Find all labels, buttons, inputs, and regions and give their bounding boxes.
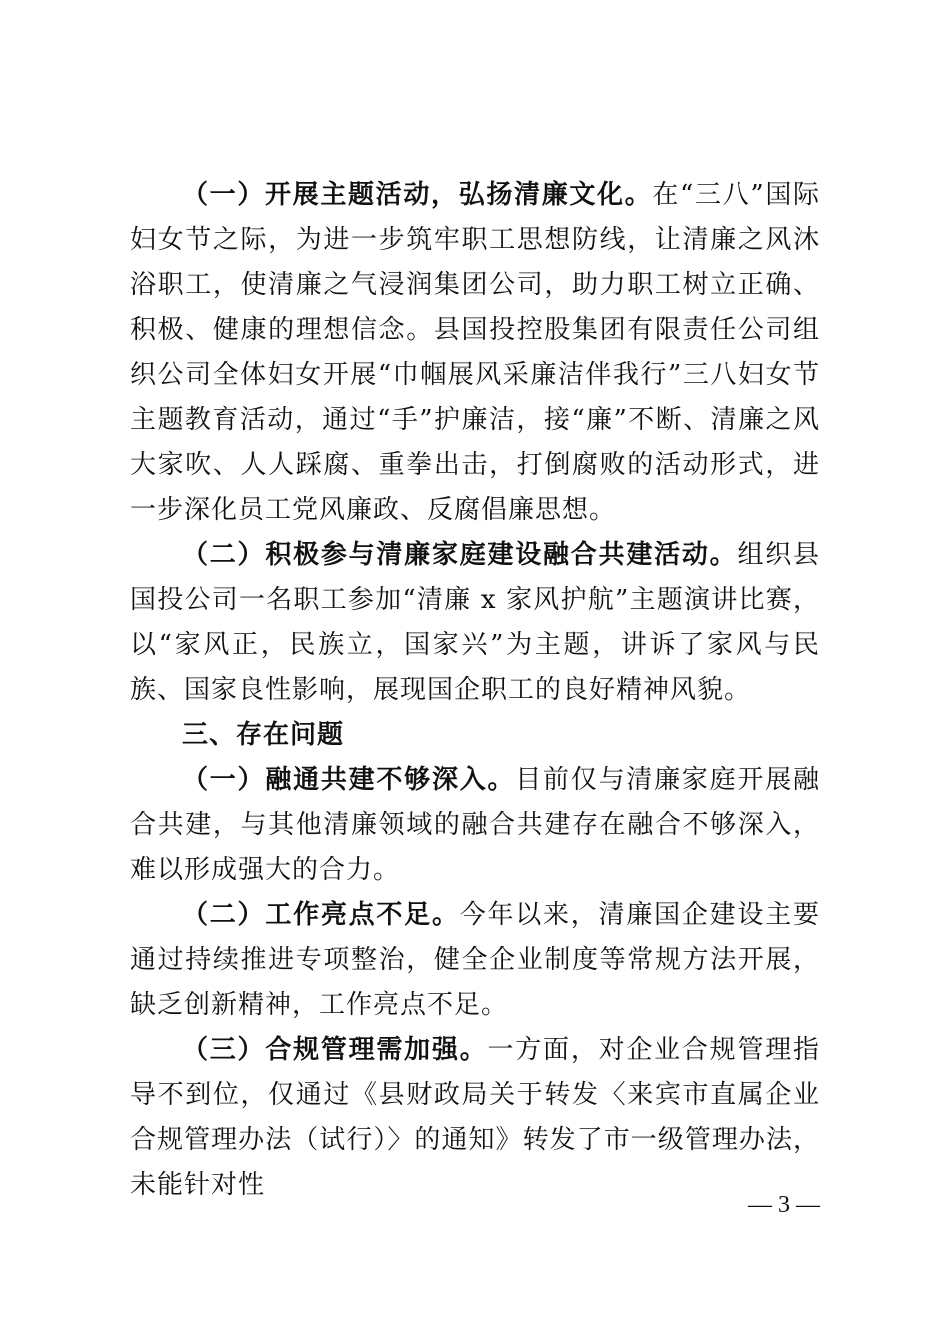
paragraph-issue-cobuild [130, 758, 820, 893]
paragraph-family-cobuild [130, 533, 820, 713]
paragraph-text: 今年以来，清廉国企建设主要通过持续推进专项整治，健全企业制度等常规方法开展，缺乏创新精神，工作亮点不足。 [130, 900, 820, 1020]
paragraph-issue-compliance [130, 1028, 820, 1208]
paragraph-activity-theme [130, 173, 820, 533]
paragraph-text: 组织县国投公司一名职工参加“清廉 x 家风护航”主题演讲比赛，以“家风正，民族立，国家兴”为主题，讲诉了家风与民族、国家良性影响，展现国企职工的良好精神风貌。 [130, 540, 820, 705]
page-number: — 3 — [748, 1192, 820, 1218]
paragraph-lead: （二）积极参与清廉家庭建设融合共建活动。 [182, 540, 738, 570]
paragraph-text: 目前仅与清廉家庭开展融合共建，与其他清廉领域的融合共建存在融合不够深入，难以形成强大的合力。 [130, 765, 820, 885]
paragraph-issue-highlights [130, 893, 820, 1028]
document-body [130, 173, 820, 1208]
section-heading: 三、存在问题 [182, 720, 345, 750]
paragraph-lead: （三）合规管理需加强。 [182, 1035, 488, 1065]
paragraph-lead: （一）开展主题活动，弘扬清廉文化。 [182, 180, 653, 210]
paragraph-lead: （二）工作亮点不足。 [182, 900, 460, 930]
paragraph-lead: （一）融通共建不够深入。 [182, 765, 516, 795]
paragraph-text: 一方面，对企业合规管理指导不到位，仅通过《县财政局关于转发〈来宾市直属企业合规管理办法（试行）〉的通知》转发了市一级管理办法，未能针对性 [130, 1035, 820, 1200]
paragraph-text: 在“三八”国际妇女节之际，为进一步筑牢职工思想防线，让清廉之风沐浴职工，使清廉之气浸润集团公司，助力职工树立正确、积极、健康的理想信念。县国投控股集团有限责任公司组织公司全体妇女开展“巾帼展风采廉洁伴我行”三八妇女节主题教育活动，通过“手”护廉洁，接“廉”不断、清廉之风大家吹、人人踩腐、重拳出击，打倒腐败的活动形式，进一步深化员工党风廉政、反腐倡廉思想。 [130, 180, 820, 525]
